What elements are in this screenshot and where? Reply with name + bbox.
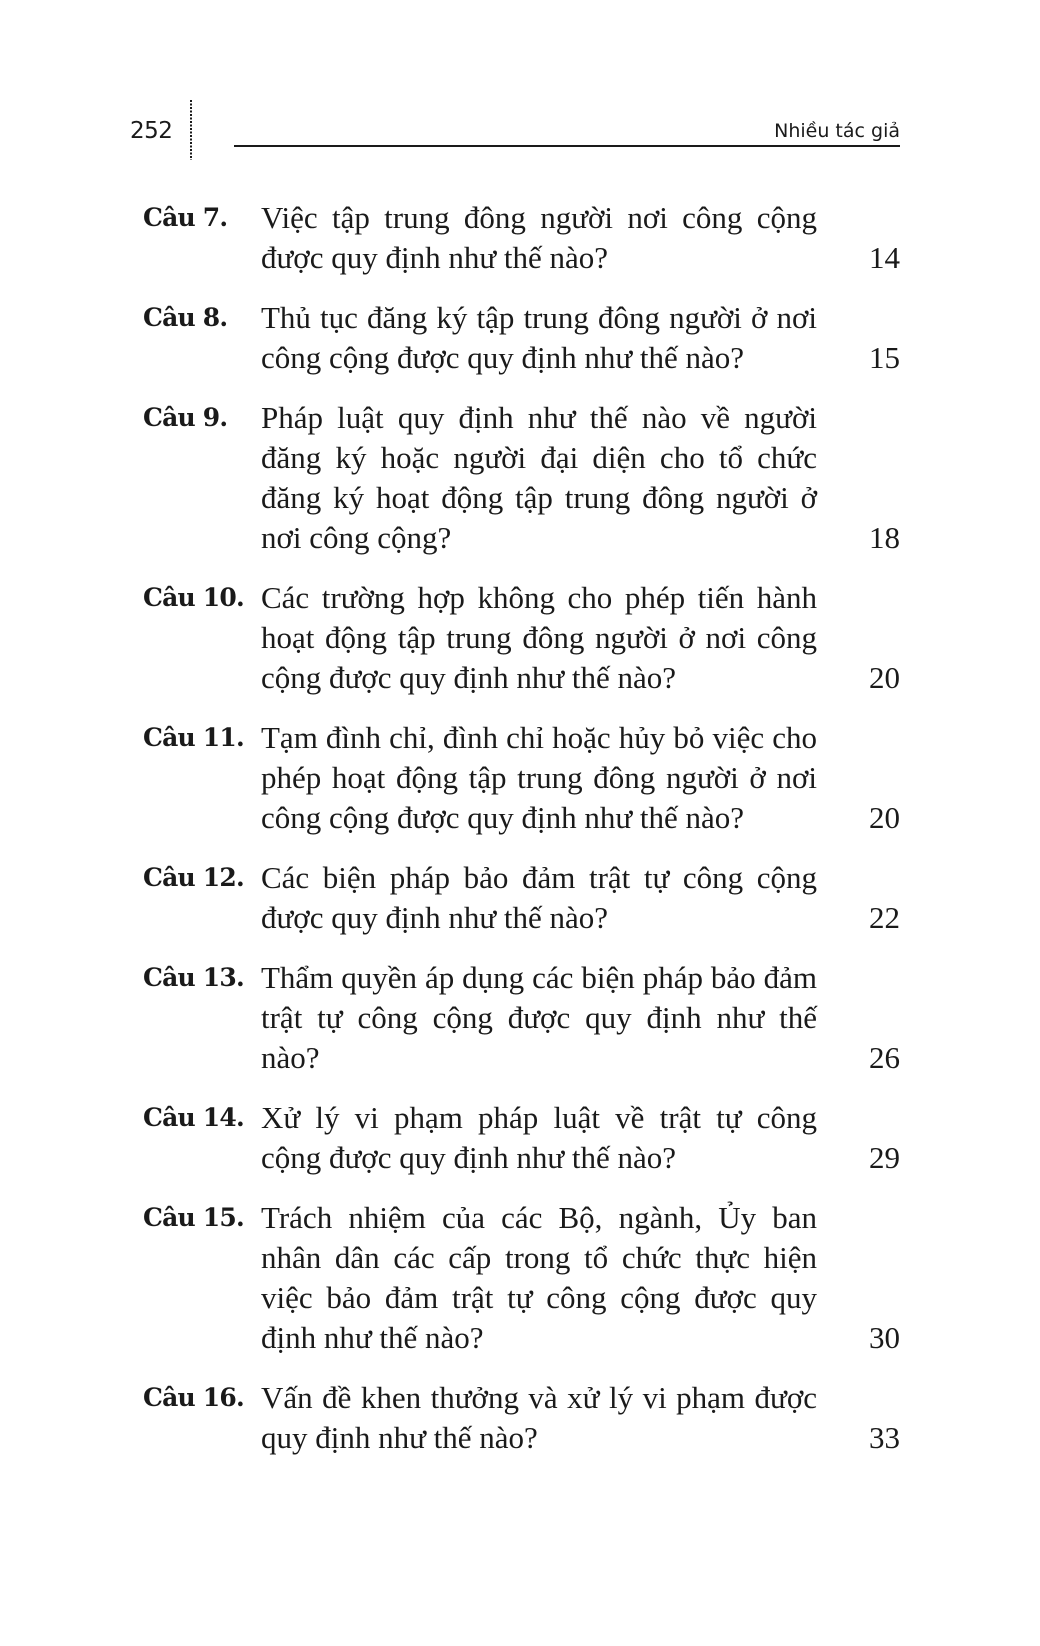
toc-entry-label: Câu 15.: [143, 1203, 244, 1232]
toc-entry-11: [143, 718, 900, 838]
toc-entry-title: Tạm đình chỉ, đình chỉ hoặc hủy bỏ việc cho phép hoạt động tập trung đông người ở nơi công cộng được quy định như thế nào?: [261, 720, 817, 835]
toc-entry-page: 30: [869, 1320, 900, 1355]
toc-entry-page: 22: [869, 900, 900, 935]
toc-entry-page: 20: [869, 660, 900, 695]
toc-entry-page: 20: [869, 800, 900, 835]
toc-entry-title: Thẩm quyền áp dụng các biện pháp bảo đảm trật tự công cộng được quy định như thế nào?: [261, 960, 817, 1075]
toc-entry-13: [143, 958, 900, 1078]
header-ornament: [188, 100, 194, 160]
toc-entry-title: Vấn đề khen thưởng và xử lý vi phạm được quy định như thế nào?: [261, 1380, 817, 1455]
table-of-contents: [143, 198, 900, 1478]
toc-entry-15: [143, 1198, 900, 1358]
toc-entry-label: Câu 7.: [143, 203, 228, 232]
toc-entry-title: Pháp luật quy định như thế nào về người đăng ký hoặc người đại diện cho tổ chức đăng ký hoạt động tập trung đông người ở nơi công cộng?: [261, 400, 817, 555]
toc-entry-page: 26: [869, 1040, 900, 1075]
toc-entry-14: [143, 1098, 900, 1178]
toc-entry-title: Các trường hợp không cho phép tiến hành hoạt động tập trung đông người ở nơi công cộng được quy định như thế nào?: [261, 580, 817, 695]
header-rule: [234, 145, 900, 147]
toc-entry-title: Việc tập trung đông người nơi công cộng được quy định như thế nào?: [261, 200, 817, 275]
toc-entry-label: Câu 10.: [143, 583, 244, 612]
toc-entry-8: [143, 298, 900, 378]
toc-entry-label: Câu 12.: [143, 863, 244, 892]
page-number: 252: [130, 118, 173, 144]
toc-entry-title: Thủ tục đăng ký tập trung đông người ở nơi công cộng được quy định như thế nào?: [261, 300, 817, 375]
running-head: Nhiều tác giả: [774, 120, 900, 142]
toc-entry-10: [143, 578, 900, 698]
toc-entry-title: Trách nhiệm của các Bộ, ngành, Ủy ban nhân dân các cấp trong tổ chức thực hiện việc bảo đảm trật tự công cộng được quy định như thế nào?: [261, 1200, 817, 1355]
toc-entry-page: 29: [869, 1140, 900, 1175]
toc-entry-label: Câu 11.: [143, 723, 244, 752]
toc-entry-page: 14: [869, 240, 900, 275]
toc-entry-label: Câu 8.: [143, 303, 228, 332]
toc-entry-7: [143, 198, 900, 278]
toc-entry-page: 15: [869, 340, 900, 375]
toc-entry-title: Các biện pháp bảo đảm trật tự công cộng được quy định như thế nào?: [261, 860, 817, 935]
toc-entry-12: [143, 858, 900, 938]
toc-entry-16: [143, 1378, 900, 1458]
toc-entry-page: 18: [869, 520, 900, 555]
toc-entry-title: Xử lý vi phạm pháp luật về trật tự công cộng được quy định như thế nào?: [261, 1100, 817, 1175]
toc-entry-page: 33: [869, 1420, 900, 1455]
toc-entry-9: [143, 398, 900, 558]
toc-entry-label: Câu 14.: [143, 1103, 244, 1132]
toc-entry-label: Câu 16.: [143, 1383, 244, 1412]
toc-entry-label: Câu 9.: [143, 403, 228, 432]
toc-entry-label: Câu 13.: [143, 963, 244, 992]
